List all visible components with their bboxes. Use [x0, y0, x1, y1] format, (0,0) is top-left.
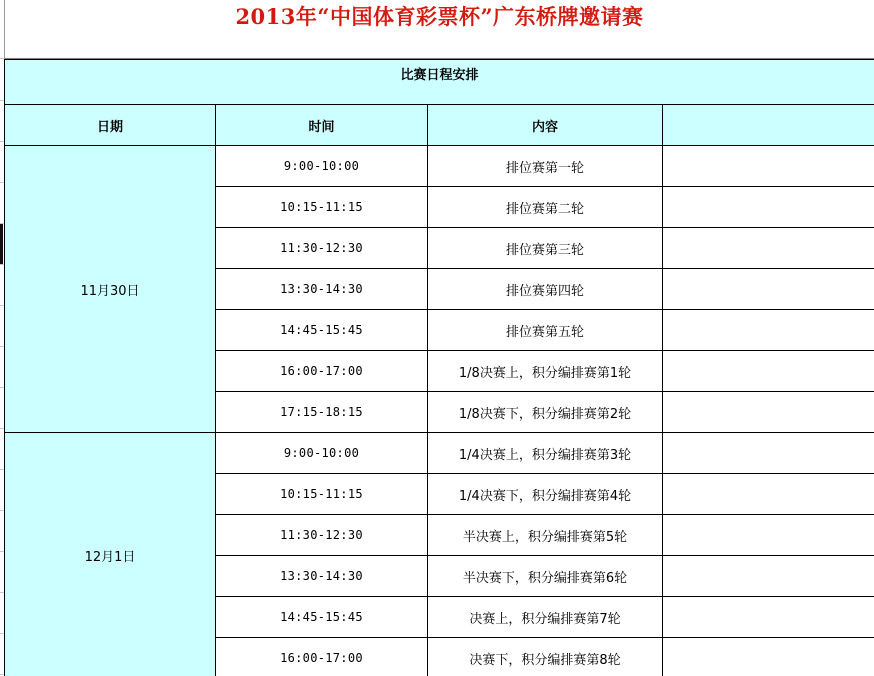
content-cell[interactable]: 排位赛第四轮 — [428, 269, 663, 310]
empty-cell[interactable] — [663, 310, 874, 351]
time-cell[interactable]: 13:30-14:30 — [216, 556, 428, 597]
empty-cell[interactable] — [663, 392, 874, 433]
content-cell[interactable]: 半决赛上，积分编排赛第5轮 — [428, 515, 663, 556]
title-area — [5, 0, 874, 59]
content-column-header[interactable]: 内容 — [428, 105, 663, 146]
schedule-banner-cell[interactable]: 比赛日程安排 — [5, 60, 874, 105]
content-cell[interactable]: 排位赛第五轮 — [428, 310, 663, 351]
content-cell[interactable]: 1/8决赛下，积分编排赛第2轮 — [428, 392, 663, 433]
content-cell[interactable]: 1/8决赛上，积分编排赛第1轮 — [428, 351, 663, 392]
time-cell[interactable]: 13:30-14:30 — [216, 269, 428, 310]
empty-cell[interactable] — [663, 638, 874, 676]
content-cell[interactable]: 排位赛第三轮 — [428, 228, 663, 269]
empty-cell[interactable] — [663, 351, 874, 392]
banner-row — [5, 60, 874, 105]
extra-column-header[interactable] — [663, 105, 874, 146]
content-cell[interactable]: 排位赛第二轮 — [428, 187, 663, 228]
time-cell[interactable]: 11:30-12:30 — [216, 515, 428, 556]
page-title: 2013年“中国体育彩票杯”广东桥牌邀请赛 — [235, 4, 644, 29]
content-cell[interactable]: 决赛上，积分编排赛第7轮 — [428, 597, 663, 638]
selected-row-marker — [0, 223, 3, 265]
date-column-header[interactable]: 日期 — [5, 105, 216, 146]
empty-cell[interactable] — [663, 597, 874, 638]
table-row — [5, 433, 874, 474]
time-cell[interactable]: 9:00-10:00 — [216, 433, 428, 474]
time-cell[interactable]: 14:45-15:45 — [216, 597, 428, 638]
empty-cell[interactable] — [663, 187, 874, 228]
date-cell[interactable]: 12月1日 — [5, 433, 216, 676]
time-cell[interactable]: 16:00-17:00 — [216, 638, 428, 676]
time-cell[interactable]: 9:00-10:00 — [216, 146, 428, 187]
empty-cell[interactable] — [663, 228, 874, 269]
header-row — [5, 105, 874, 146]
empty-cell[interactable] — [663, 146, 874, 187]
time-cell[interactable]: 17:15-18:15 — [216, 392, 428, 433]
content-cell[interactable]: 排位赛第一轮 — [428, 146, 663, 187]
table-row — [5, 146, 874, 187]
content-cell[interactable]: 1/4决赛上，积分编排赛第3轮 — [428, 433, 663, 474]
empty-cell[interactable] — [663, 515, 874, 556]
content-cell[interactable]: 决赛下，积分编排赛第8轮 — [428, 638, 663, 676]
time-cell[interactable]: 11:30-12:30 — [216, 228, 428, 269]
date-cell[interactable]: 11月30日 — [5, 146, 216, 433]
content-cell[interactable]: 半决赛下，积分编排赛第6轮 — [428, 556, 663, 597]
time-cell[interactable]: 16:00-17:00 — [216, 351, 428, 392]
time-column-header[interactable]: 时间 — [216, 105, 428, 146]
empty-cell[interactable] — [663, 433, 874, 474]
empty-cell[interactable] — [663, 556, 874, 597]
schedule-table — [4, 59, 874, 676]
empty-cell[interactable] — [663, 474, 874, 515]
time-cell[interactable]: 10:15-11:15 — [216, 474, 428, 515]
time-cell[interactable]: 10:15-11:15 — [216, 187, 428, 228]
content-cell[interactable]: 1/4决赛下，积分编排赛第4轮 — [428, 474, 663, 515]
time-cell[interactable]: 14:45-15:45 — [216, 310, 428, 351]
empty-cell[interactable] — [663, 269, 874, 310]
